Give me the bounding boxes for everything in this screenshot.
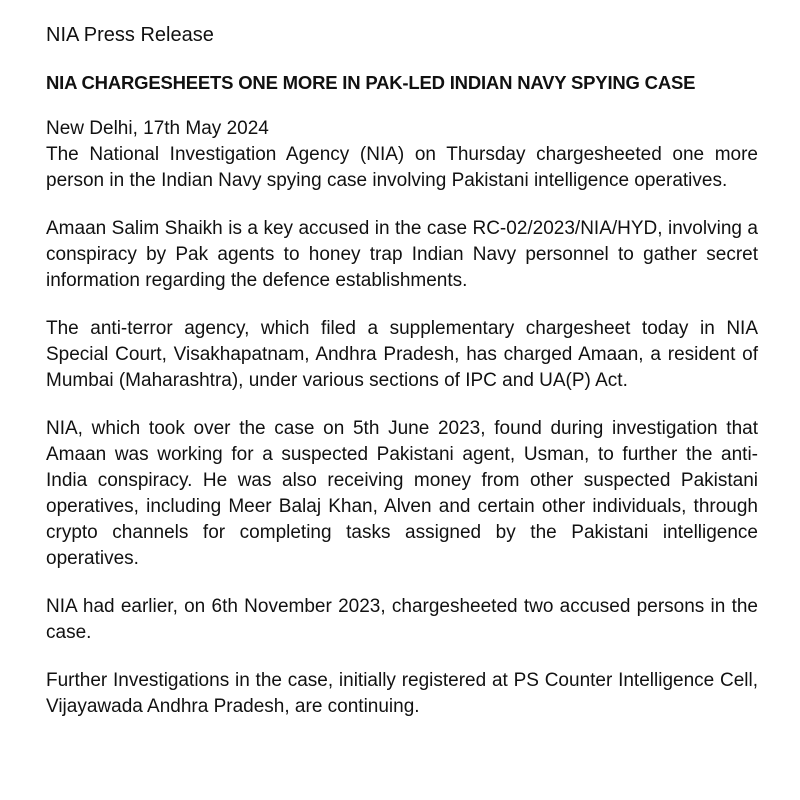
paragraph-accused: Amaan Salim Shaikh is a key accused in the case RC-02/2023/NIA/HYD, involving a conspiracy by Pak agents to honey trap Indian Navy personnel to gather secret information regarding the defence establishments. — [46, 218, 758, 291]
document-header: NIA Press Release — [46, 24, 214, 46]
press-release-document — [46, 22, 758, 720]
headline: NIA CHARGESHEETS ONE MORE IN PAK-LED INDIAN NAVY SPYING CASE — [46, 72, 696, 93]
paragraph-earlier-chargesheet: NIA had earlier, on 6th November 2023, chargesheeted two accused persons in the case. — [46, 596, 758, 643]
dateline: New Delhi, 17th May 2024 — [46, 118, 269, 139]
paragraph-chargesheet: The anti-terror agency, which filed a supplementary chargesheet today in NIA Special Court, Visakhapatnam, Andhra Pradesh, has charged Amaan, a resident of Mumbai (Maharashtra), under various sections of IPC and UA(P) Act. — [46, 318, 758, 391]
paragraph-intro: The National Investigation Agency (NIA) on Thursday chargesheeted one more person in the Indian Navy spying case involving Pakistani intelligence operatives. — [46, 144, 758, 191]
paragraph-investigation: NIA, which took over the case on 5th June 2023, found during investigation that Amaan was working for a suspected Pakistani agent, Usman, to further the anti-India conspiracy. He was also receiving money from other suspected Pakistani operatives, including Meer Balaj Khan, Alven and certain other individuals, through crypto channels for completing tasks assigned by the Pakistani intelligence operatives. — [46, 418, 758, 569]
paragraph-continuing: Further Investigations in the case, initially registered at PS Counter Intelligence Cell, Vijayawada Andhra Pradesh, are continuing. — [46, 670, 758, 717]
